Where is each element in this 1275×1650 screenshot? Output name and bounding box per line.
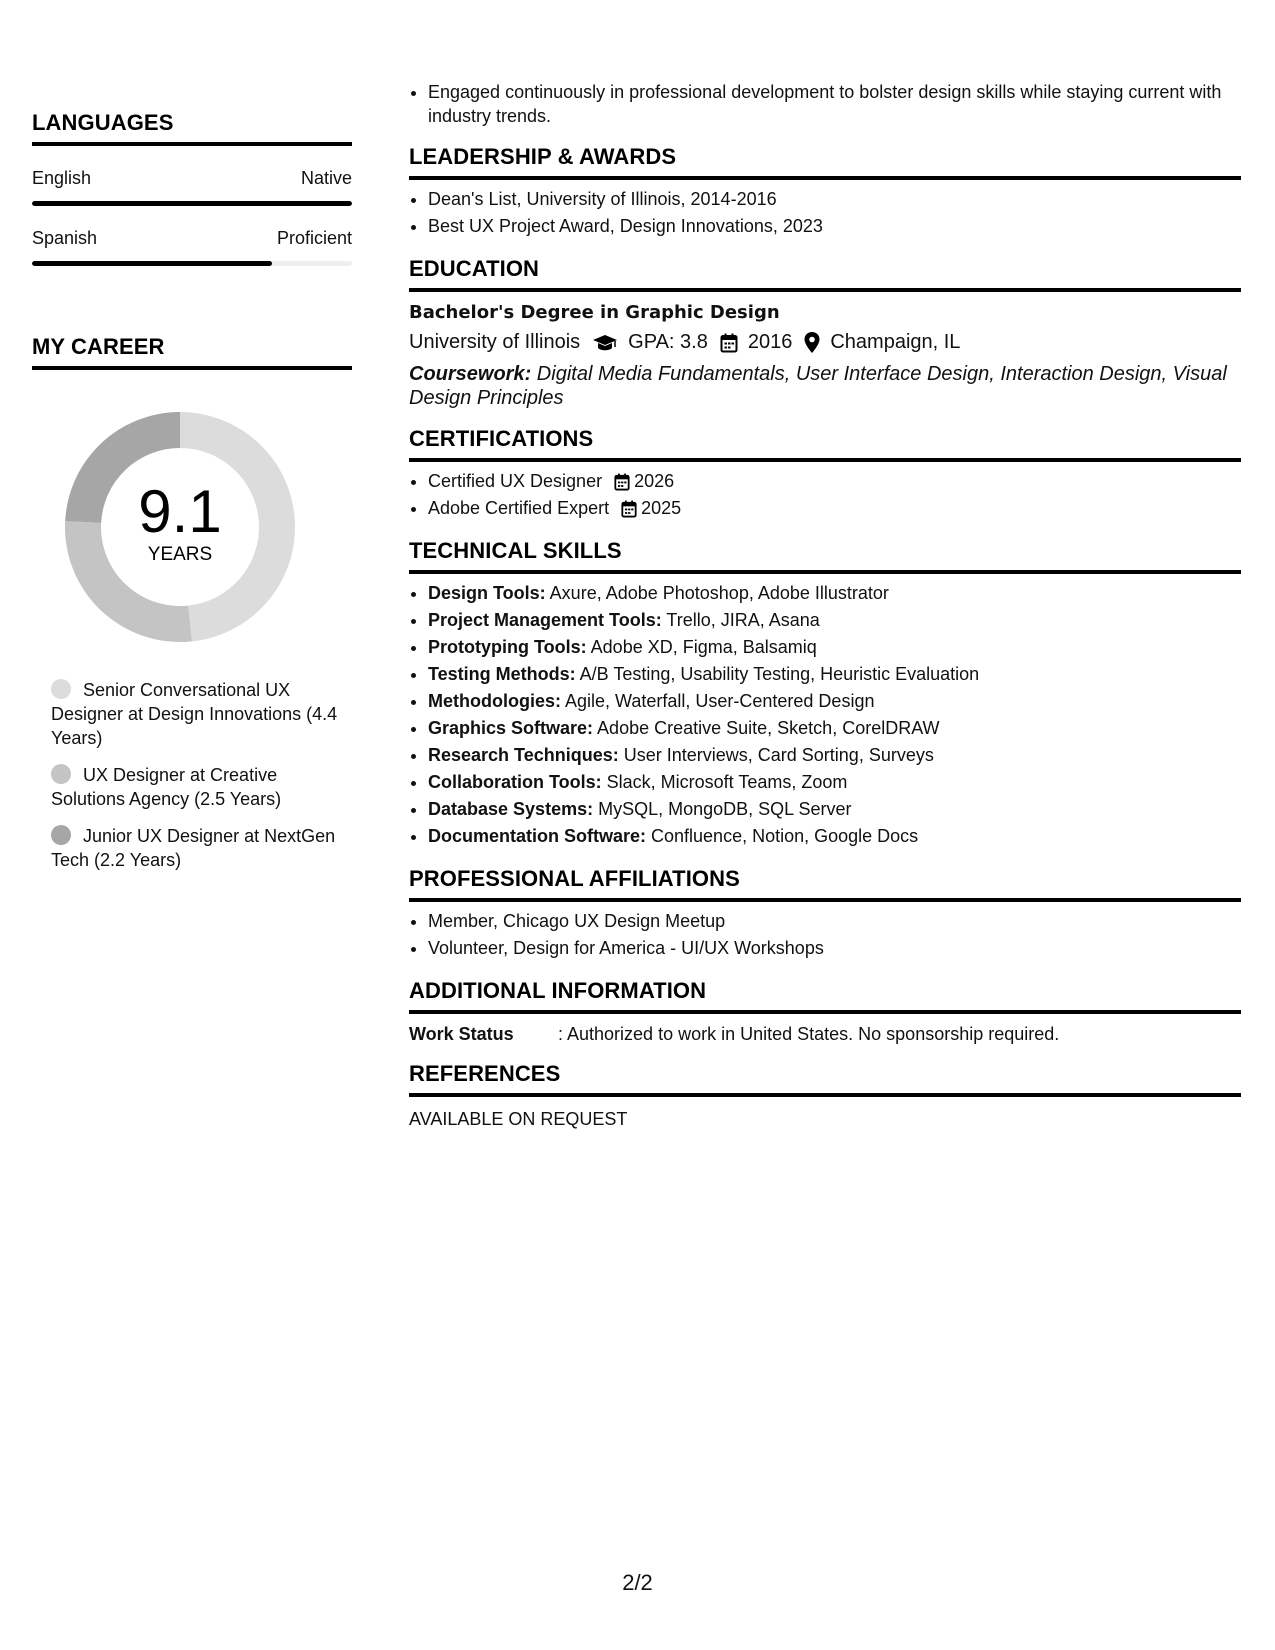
skill-values: Trello, JIRA, Asana [661, 610, 820, 630]
languages-list [32, 168, 352, 266]
affiliations-list [409, 908, 1241, 962]
calendar-icon [614, 473, 630, 491]
education-heading: EDUCATION [409, 256, 1241, 292]
language-proficiency-fill [32, 201, 352, 206]
leadership-item: • Best UX Project Award, Design Innovations, 2023 [428, 213, 1241, 240]
experience-bullet: • Engaged continuously in professional development to bolster design skills while staying current with industry trends. [428, 80, 1241, 128]
legend-color-dot [51, 679, 71, 699]
affiliation-item: • Member, Chicago UX Design Meetup [428, 908, 1241, 935]
language-proficiency-bar [32, 201, 352, 206]
certification-year: 2026 [634, 471, 675, 491]
technical-skills-heading: TECHNICAL SKILLS [409, 538, 1241, 574]
skill-values: Agile, Waterfall, User-Centered Design [561, 691, 875, 711]
language-proficiency-fill [32, 261, 272, 266]
work-status-value: : Authorized to work in United States. No sponsorship required. [558, 1024, 1060, 1044]
references-heading: REFERENCES [409, 1061, 1241, 1097]
affiliations-heading: PROFESSIONAL AFFILIATIONS [409, 866, 1241, 902]
skill-item [428, 715, 1241, 742]
skill-item [428, 661, 1241, 688]
career-heading: MY CAREER [32, 334, 352, 370]
donut-center [65, 412, 295, 642]
location-pin-icon [804, 332, 820, 353]
skill-category: Prototyping Tools: [428, 637, 587, 657]
calendar-icon [720, 333, 738, 353]
career-legend-label: UX Designer at Creative Solutions Agency (2.5 Years) [51, 765, 282, 809]
language-name: Spanish [32, 228, 98, 248]
skill-item [428, 580, 1241, 607]
skill-category: Graphics Software: [428, 718, 594, 738]
work-status-row [409, 1024, 1241, 1045]
legend-color-dot [51, 825, 71, 845]
career-legend-item [51, 824, 341, 872]
skill-item [428, 823, 1241, 850]
skill-values: MySQL, MongoDB, SQL Server [593, 799, 852, 819]
skill-values: A/B Testing, Usability Testing, Heuristic Evaluation [575, 664, 980, 684]
skill-category: Research Techniques: [428, 745, 619, 765]
education-degree: Bachelor's Degree in Graphic Design [409, 302, 780, 323]
education-year: 2016 [747, 331, 793, 353]
coursework-list: Digital Media Fundamentals, User Interface Design, Interaction Design, Visual Design Principles [409, 363, 1227, 409]
page-number: 2/2 [622, 1570, 653, 1595]
skill-item [428, 688, 1241, 715]
career-legend-item [51, 763, 341, 811]
skill-values: Axure, Adobe Photoshop, Adobe Illustrator [545, 583, 889, 603]
affiliation-item: • Volunteer, Design for America - UI/UX Workshops [428, 935, 1241, 962]
certification-name: • Adobe Certified Expert [428, 498, 610, 518]
skill-values: Confluence, Notion, Google Docs [646, 826, 919, 846]
career-years-unit: YEARS [147, 544, 213, 565]
leadership-heading: LEADERSHIP & AWARDS [409, 144, 1241, 180]
skill-category: Collaboration Tools: [428, 772, 602, 792]
career-legend [51, 678, 341, 872]
skill-values: Slack, Microsoft Teams, Zoom [601, 772, 848, 792]
education-gpa: GPA: 3.8 [628, 331, 708, 353]
calendar-icon [621, 500, 637, 518]
skill-category: Project Management Tools: [428, 610, 662, 630]
leadership-list [409, 186, 1241, 240]
language-row [32, 228, 352, 249]
education-coursework [409, 362, 1241, 410]
experience-tail-list [409, 80, 1241, 128]
graduation-cap-icon [592, 334, 618, 352]
skill-category: Design Tools: [428, 583, 546, 603]
certifications-heading: CERTIFICATIONS [409, 426, 1241, 462]
language-name: English [32, 168, 92, 188]
certifications-list [409, 468, 1241, 522]
career-legend-item [51, 678, 341, 750]
education-school: University of Illinois [409, 331, 581, 353]
skill-values: User Interviews, Card Sorting, Surveys [618, 745, 934, 765]
languages-heading: LANGUAGES [32, 110, 352, 146]
skill-values: Adobe XD, Figma, Balsamiq [586, 637, 817, 657]
coursework-label: Coursework: [409, 363, 532, 385]
language-level: Native [300, 168, 352, 188]
leadership-item: • Dean's List, University of Illinois, 2014-2016 [428, 186, 1241, 213]
certification-name: • Certified UX Designer [428, 471, 603, 491]
skill-item [428, 769, 1241, 796]
certification-year: 2025 [641, 498, 682, 518]
additional-info-heading: ADDITIONAL INFORMATION [409, 978, 1241, 1014]
career-legend-label: Senior Conversational UX Designer at Design Innovations (4.4 Years) [51, 680, 338, 748]
technical-skills-list [409, 580, 1241, 850]
career-donut-chart [65, 412, 295, 642]
skill-category: Testing Methods: [428, 664, 576, 684]
language-level: Proficient [276, 228, 352, 248]
language-proficiency-bar [32, 261, 352, 266]
left-column [32, 80, 352, 885]
skill-item [428, 742, 1241, 769]
education-location: Champaign, IL [830, 331, 961, 353]
certification-item [428, 468, 1241, 495]
legend-color-dot [51, 764, 71, 784]
references-text: AVAILABLE ON REQUEST [409, 1109, 628, 1129]
skill-category: Database Systems: [428, 799, 594, 819]
right-column [409, 80, 1241, 1130]
skill-category: Documentation Software: [428, 826, 647, 846]
language-row [32, 168, 352, 189]
skill-category: Methodologies: [428, 691, 561, 711]
skill-item [428, 796, 1241, 823]
career-total-years: 9.1 [138, 478, 222, 545]
skill-item [428, 634, 1241, 661]
skill-item [428, 607, 1241, 634]
work-status-label: Work Status [409, 1024, 514, 1044]
certification-item [428, 495, 1241, 522]
skill-values: Adobe Creative Suite, Sketch, CorelDRAW [593, 718, 940, 738]
education-details [409, 331, 1241, 354]
career-legend-label: Junior UX Designer at NextGen Tech (2.2 Years) [51, 826, 336, 870]
